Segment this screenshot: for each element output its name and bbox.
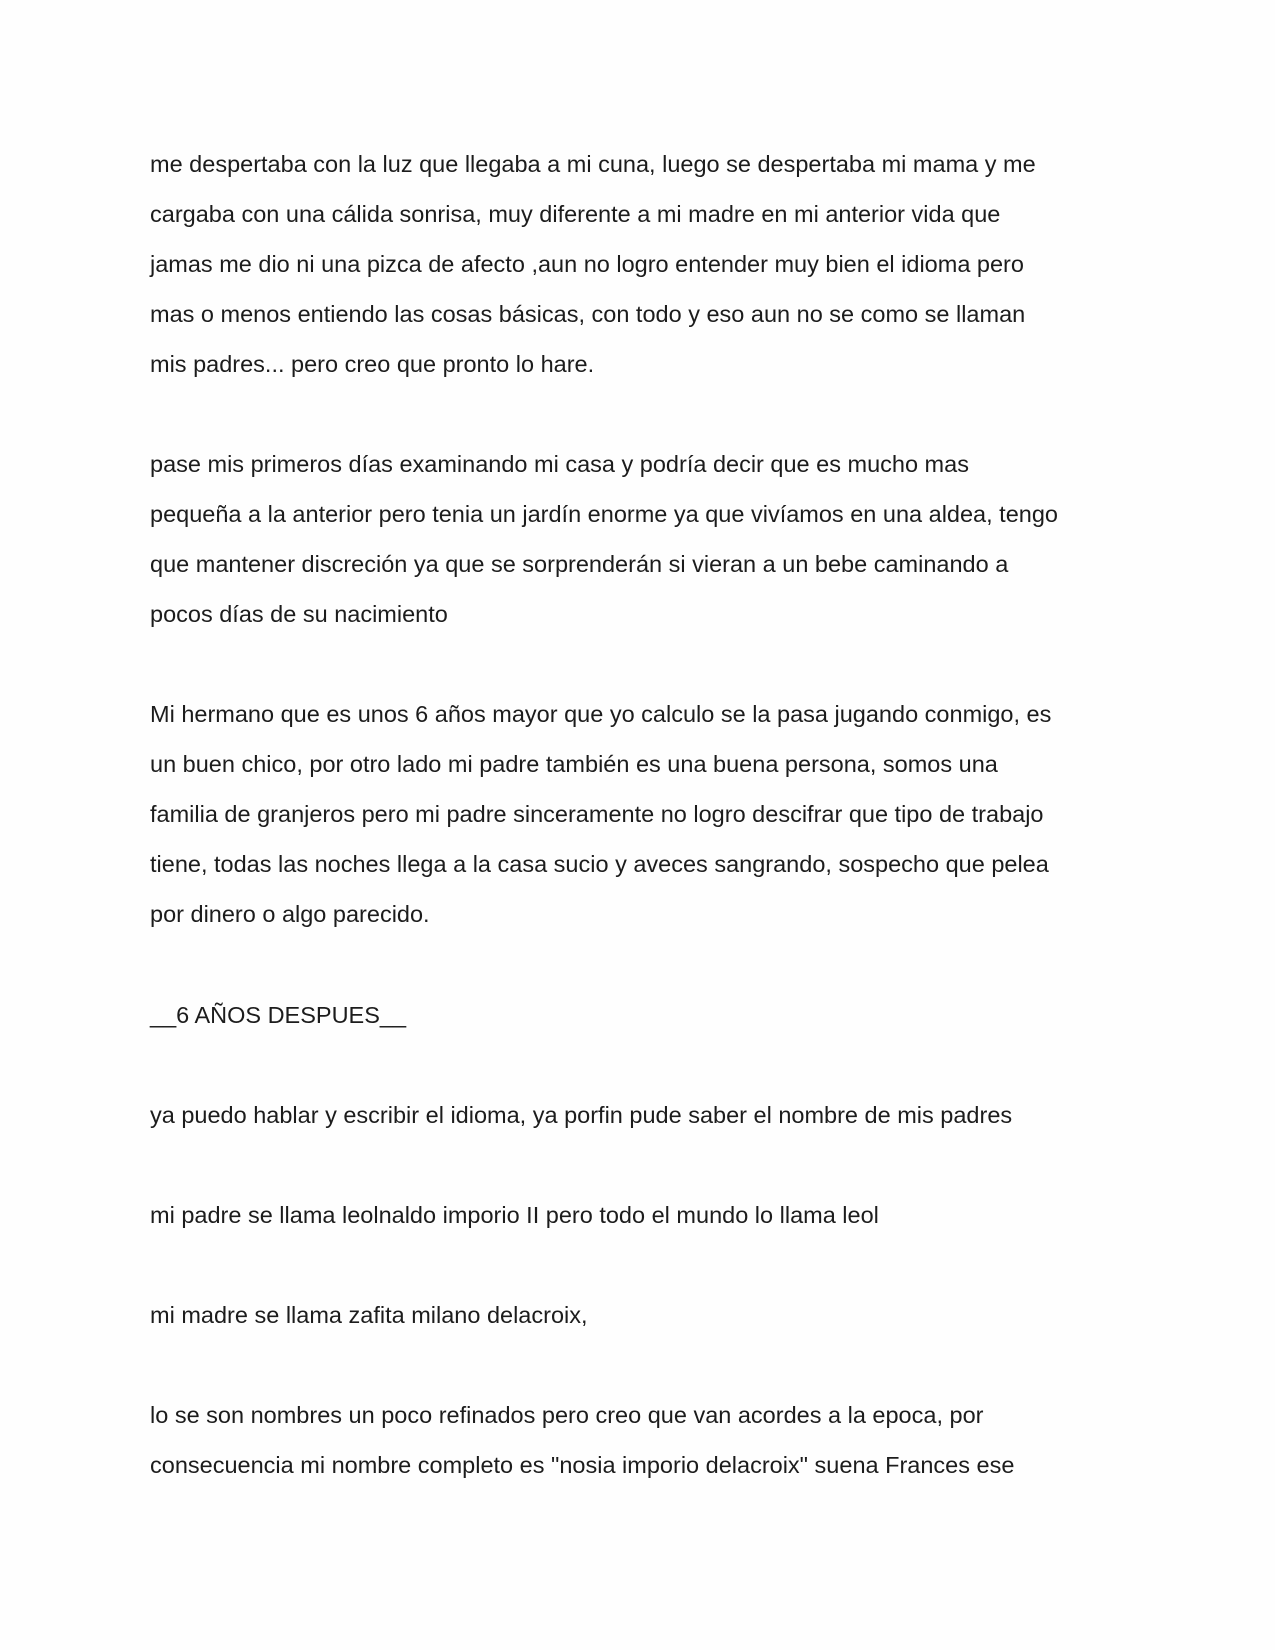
text-line: jamas me dio ni una pizca de afecto ,aun no logro entender muy bien el idioma pero — [150, 251, 1024, 277]
text-line: mi madre se llama zafita milano delacroix, — [150, 1302, 588, 1328]
text-line: Mi hermano que es unos 6 años mayor que yo calculo se la pasa jugando conmigo, es — [150, 701, 1052, 727]
paragraph-8 — [150, 1390, 1140, 1490]
text-line: mi padre se llama leolnaldo imporio II pero todo el mundo lo llama leol — [150, 1202, 879, 1228]
text-line: consecuencia mi nombre completo es "nosia imporio delacroix" suena Frances ese — [150, 1452, 1015, 1478]
text-line: pase mis primeros días examinando mi casa y podría decir que es mucho mas — [150, 451, 969, 477]
text-line: un buen chico, por otro lado mi padre también es una buena persona, somos una — [150, 751, 998, 777]
paragraph-2 — [150, 439, 1140, 639]
paragraph-1 — [150, 139, 1140, 389]
paragraph-6 — [150, 1190, 1140, 1240]
text-line: mas o menos entiendo las cosas básicas, con todo y eso aun no se como se llaman — [150, 301, 1026, 327]
paragraph-5 — [150, 1090, 1140, 1140]
paragraph-7 — [150, 1290, 1140, 1340]
text-line: pocos días de su nacimiento — [150, 601, 448, 627]
paragraph-3 — [150, 689, 1140, 939]
text-line: lo se son nombres un poco refinados pero creo que van acordes a la epoca, por — [150, 1402, 984, 1428]
text-line: tiene, todas las noches llega a la casa sucio y aveces sangrando, sospecho que pelea — [150, 851, 1049, 877]
text-line: cargaba con una cálida sonrisa, muy diferente a mi madre en mi anterior vida que — [150, 201, 1001, 227]
text-line: familia de granjeros pero mi padre sinceramente no logro descifrar que tipo de trabajo — [150, 801, 1044, 827]
text-line: por dinero o algo parecido. — [150, 901, 430, 927]
text-line: mis padres... pero creo que pronto lo hare. — [150, 351, 595, 377]
text-line: me despertaba con la luz que llegaba a mi cuna, luego se despertaba mi mama y me — [150, 151, 1036, 177]
text-line: que mantener discreción ya que se sorprenderán si vieran a un bebe caminando a — [150, 551, 1009, 577]
section-heading-text: __6 AÑOS DESPUES__ — [150, 1002, 407, 1028]
section-heading — [150, 990, 1140, 1040]
text-line: ya puedo hablar y escribir el idioma, ya porfin pude saber el nombre de mis padres — [150, 1102, 1013, 1128]
text-line: pequeña a la anterior pero tenia un jardín enorme ya que vivíamos en una aldea, tengo — [150, 501, 1058, 527]
